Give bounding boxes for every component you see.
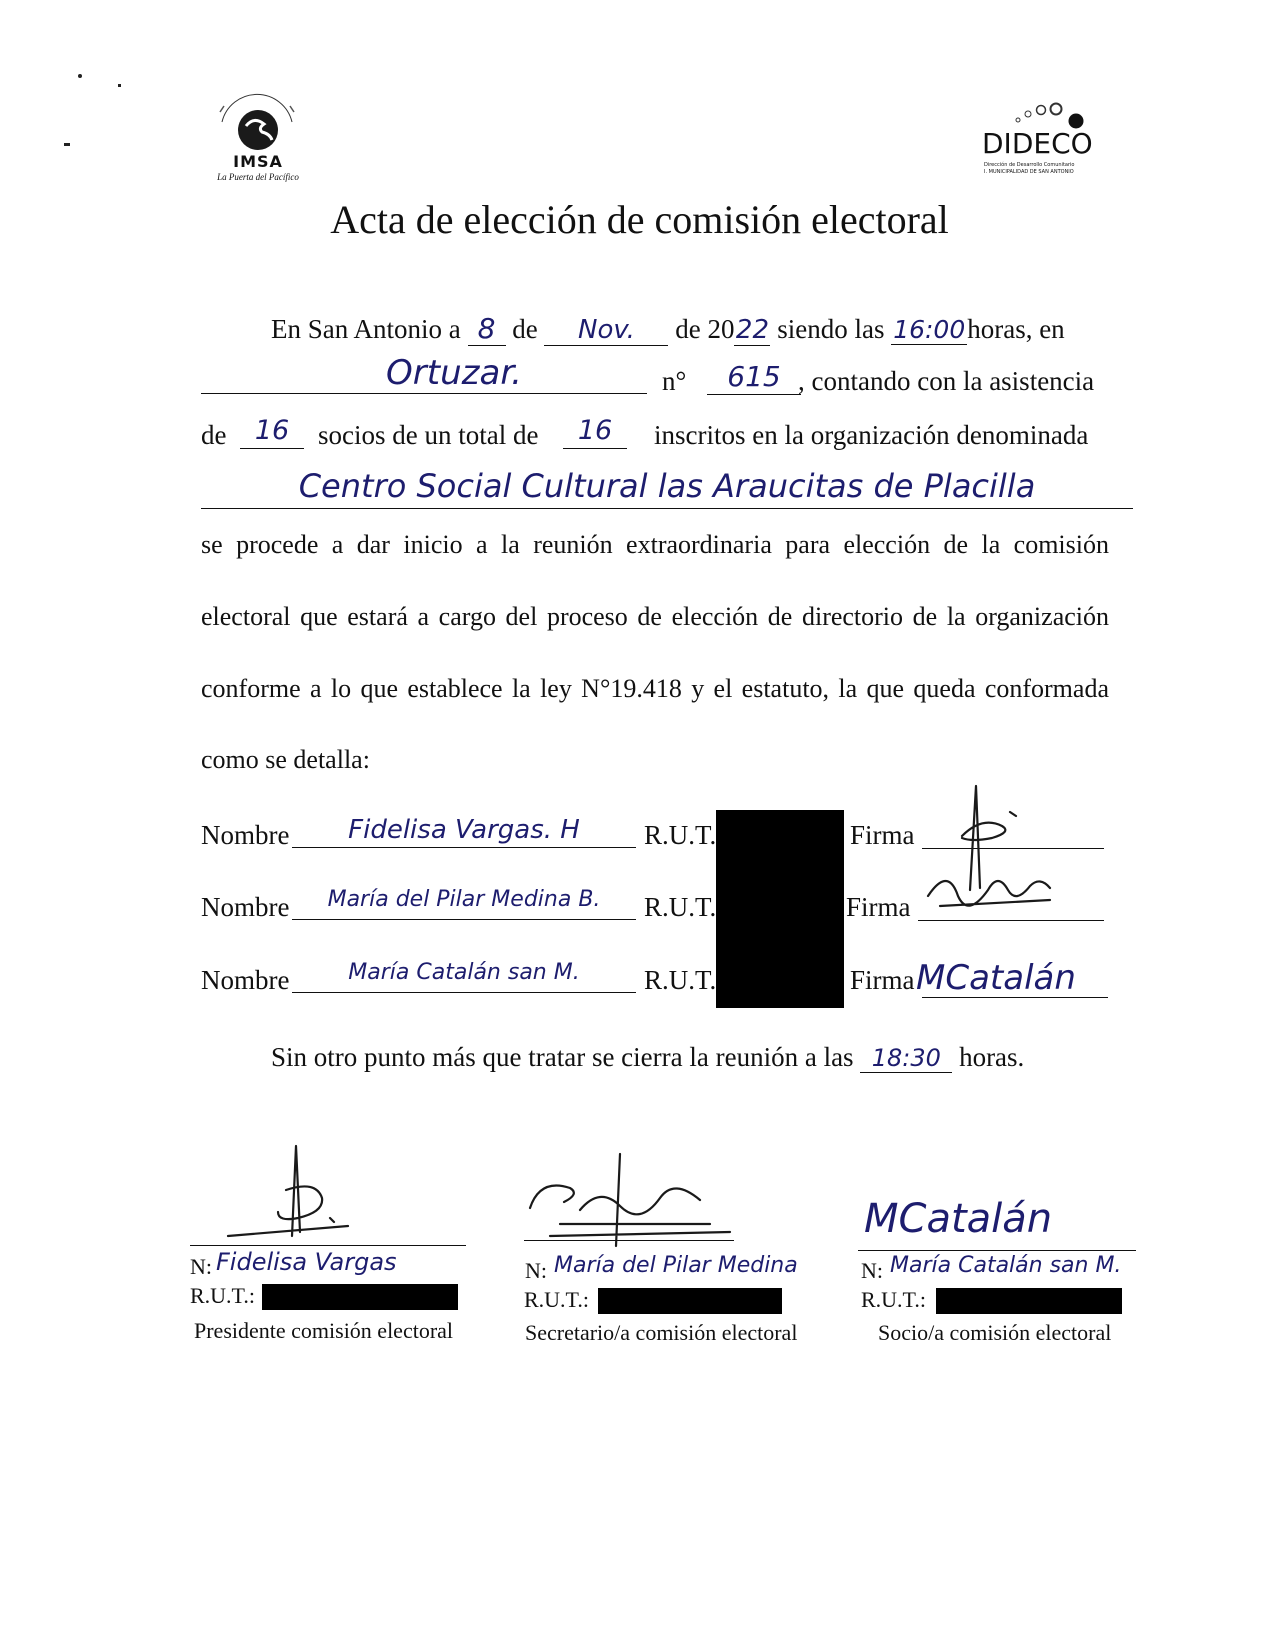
closing-line: [271, 1042, 1024, 1073]
body-line-1: se procede a dar inicio a la reunión extraordinaria para elección de la comisión: [201, 530, 1109, 559]
organization-field[interactable]: Centro Social Cultural las Araucitas de Placilla: [201, 466, 1133, 509]
signature-1-role: Presidente comisión electoral: [194, 1318, 454, 1343]
member-1-name[interactable]: Fidelisa Vargas. H: [292, 815, 636, 848]
signature-3-role: Socio/a comisión electoral: [878, 1320, 1112, 1345]
member-2-nombre-label: Nombre: [201, 892, 290, 922]
dideco-subtitle-2: I. MUNICIPALIDAD DE SAN ANTONIO: [984, 169, 1074, 175]
signature-2-rut-label: R.U.T.:: [524, 1287, 589, 1312]
signature-1-line[interactable]: [190, 1245, 466, 1246]
body-line-4: como se detalla:: [201, 745, 370, 774]
signature-1-rut-redaction: [262, 1284, 458, 1310]
signature-3-rut-label: R.U.T.:: [861, 1287, 926, 1312]
body-line-3: conforme a lo que establece la ley N°19.418 y el estatuto, la que queda conformada: [201, 674, 1109, 703]
signature-2-scribble: [520, 1150, 740, 1250]
hour-field[interactable]: 16:00: [893, 315, 966, 344]
member-3-rut-label: R.U.T.: [644, 965, 717, 995]
member-2-firma-label: Firma: [846, 892, 911, 922]
signature-3-line[interactable]: [858, 1250, 1136, 1251]
signature-1-n-label: N:: [190, 1254, 212, 1279]
scan-speck: [118, 84, 121, 87]
signature-1-rut-label: R.U.T.:: [190, 1283, 255, 1308]
member-1-rut-label: R.U.T.: [644, 820, 717, 850]
signature-3-n-label: N:: [861, 1258, 883, 1283]
member-3-signature: MCatalán: [916, 958, 1076, 998]
contando-label: , contando con la asistencia: [798, 366, 1095, 396]
de-label-1: de: [512, 314, 538, 344]
member-3-name[interactable]: María Catalán san M.: [292, 960, 636, 993]
total-field[interactable]: 16: [563, 418, 627, 449]
place-label: En San Antonio a: [271, 314, 461, 344]
member-1-firma-label: Firma: [850, 820, 915, 850]
street-field[interactable]: Ortuzar.: [201, 358, 647, 394]
signature-3-name: María Catalán san M.: [890, 1253, 1122, 1278]
imsa-logo-tagline: La Puerta del Pacífico: [217, 172, 299, 182]
member-1-nombre-label: Nombre: [201, 820, 290, 850]
member-2-rut-label: R.U.T.: [644, 892, 717, 922]
number-label: n°: [662, 366, 687, 396]
socios-label: socios de un total de: [318, 420, 539, 450]
number-field[interactable]: 615: [707, 364, 801, 395]
de-label-3: de: [201, 420, 227, 450]
signature-1-name: Fidelisa Vargas: [216, 1248, 397, 1276]
month-field[interactable]: Nov.: [544, 315, 668, 346]
year-prefix: de 20: [675, 314, 735, 344]
signature-3-scribble: MCatalán: [864, 1196, 1053, 1242]
signature-2-n-label: N:: [525, 1258, 547, 1283]
attendees-field[interactable]: 16: [240, 418, 304, 449]
scan-speck: [78, 74, 82, 78]
signature-2-rut-redaction: [598, 1288, 782, 1314]
document-title: Acta de elección de comisión electoral: [330, 197, 949, 242]
member-2-name[interactable]: María del Pilar Medina B.: [292, 887, 636, 920]
dideco-logo-name: DIDECO: [982, 127, 1093, 160]
signature-2-role: Secretario/a comisión electoral: [525, 1320, 798, 1345]
signature-1-scribble: [220, 1140, 350, 1240]
day-field[interactable]: 8: [468, 312, 506, 346]
imsa-logo-name: IMSA: [233, 152, 283, 171]
inscritos-label: inscritos en la organización denominada: [654, 420, 1089, 450]
body-line-2: electoral que estará a cargo del proceso de elección de directorio de la organización: [201, 602, 1109, 631]
horas-en-label: horas, en: [967, 314, 1065, 344]
member-3-nombre-label: Nombre: [201, 965, 290, 995]
signature-3-rut-redaction: [936, 1288, 1122, 1314]
signature-2-name: María del Pilar Medina: [554, 1253, 798, 1278]
year-field[interactable]: 22: [735, 315, 770, 345]
member-3-firma-label: Firma: [850, 965, 915, 995]
closing-prefix: Sin otro punto más que tratar se cierra la reunión a las: [271, 1042, 854, 1072]
scan-speck: [64, 143, 70, 146]
dideco-subtitle-1: Dirección de Desarrollo Comunitario: [984, 162, 1075, 168]
signature-2-line[interactable]: [524, 1240, 734, 1241]
siendo-label: siendo las: [777, 314, 885, 344]
closing-time-field[interactable]: 18:30: [860, 1044, 952, 1073]
closing-suffix: horas.: [959, 1042, 1025, 1072]
header-line-1: [271, 312, 1065, 346]
rut-redaction: [716, 810, 844, 1008]
member-2-signature: [920, 862, 1080, 922]
